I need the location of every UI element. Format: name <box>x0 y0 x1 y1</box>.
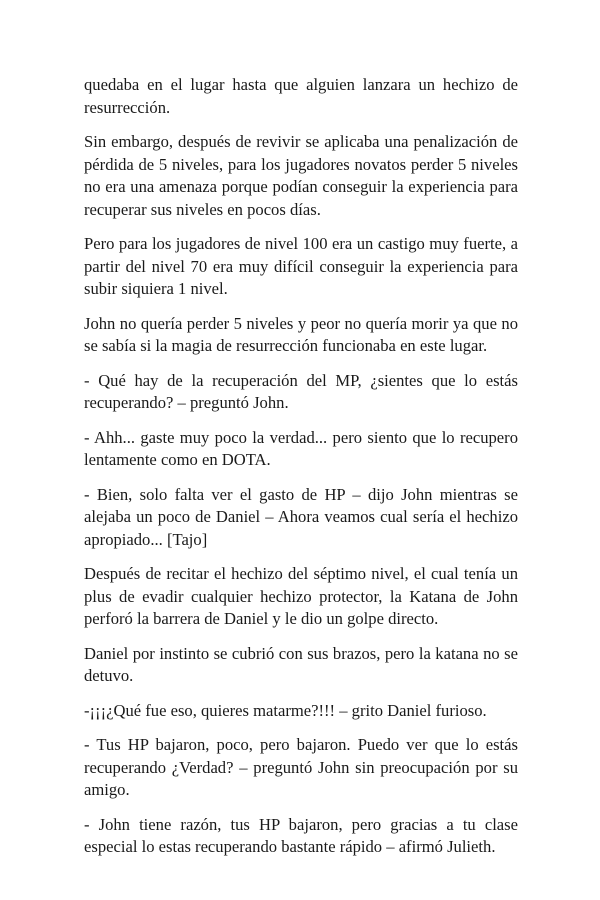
paragraph-4: John no quería perder 5 niveles y peor no quería morir ya que no se sabía si la magia de resurrección funcionaba en este lugar. <box>84 313 518 355</box>
paragraph-11: - Tus HP bajaron, poco, pero bajaron. Puedo ver que lo estás recuperando ¿Verdad? – preguntó John sin preocupación por su amigo. <box>84 735 518 799</box>
paragraph-3: Pero para los jugadores de nivel 100 era un castigo muy fuerte, a partir del nivel 70 era muy difícil conseguir la experiencia para subir siquiera 1 nivel. <box>84 234 518 298</box>
paragraph-9: Daniel por instinto se cubrió con sus brazos, pero la katana no se detuvo. <box>84 643 518 685</box>
paragraph-12: - John tiene razón, tus HP bajaron, pero gracias a tu clase especial lo estas recuperando bastante rápido – afirmó Julieth. <box>84 814 518 856</box>
paragraph-5: - Qué hay de la recuperación del MP, ¿sientes que lo estás recuperando? – preguntó John. <box>84 370 518 412</box>
paragraph-7: - Bien, solo falta ver el gasto de HP – dijo John mientras se alejaba un poco de Daniel – Ahora veamos cual sería el hechizo apropiado... [Tajo] <box>84 484 518 549</box>
document-page <box>84 74 518 871</box>
paragraph-1: quedaba en el lugar hasta que alguien lanzara un hechizo de resurrección. <box>84 75 518 117</box>
paragraph-2: Sin embargo, después de revivir se aplicaba una penalización de pérdida de 5 niveles, para los jugadores novatos perder 5 niveles no era una amenaza porque podían conseguir la experiencia para recuperar sus niveles en pocos días. <box>84 132 518 219</box>
paragraph-8: Después de recitar el hechizo del séptimo nivel, el cual tenía un plus de evadir cualquier hechizo protector, la Katana de John perforó la barrera de Daniel y le dio un golpe directo. <box>84 564 518 628</box>
paragraph-6: - Ahh... gaste muy poco la verdad... pero siento que lo recupero lentamente como en DOTA. <box>84 427 518 469</box>
paragraph-10: -¡¡¡¿Qué fue eso, quieres matarme?!!! – grito Daniel furioso. <box>84 700 487 720</box>
